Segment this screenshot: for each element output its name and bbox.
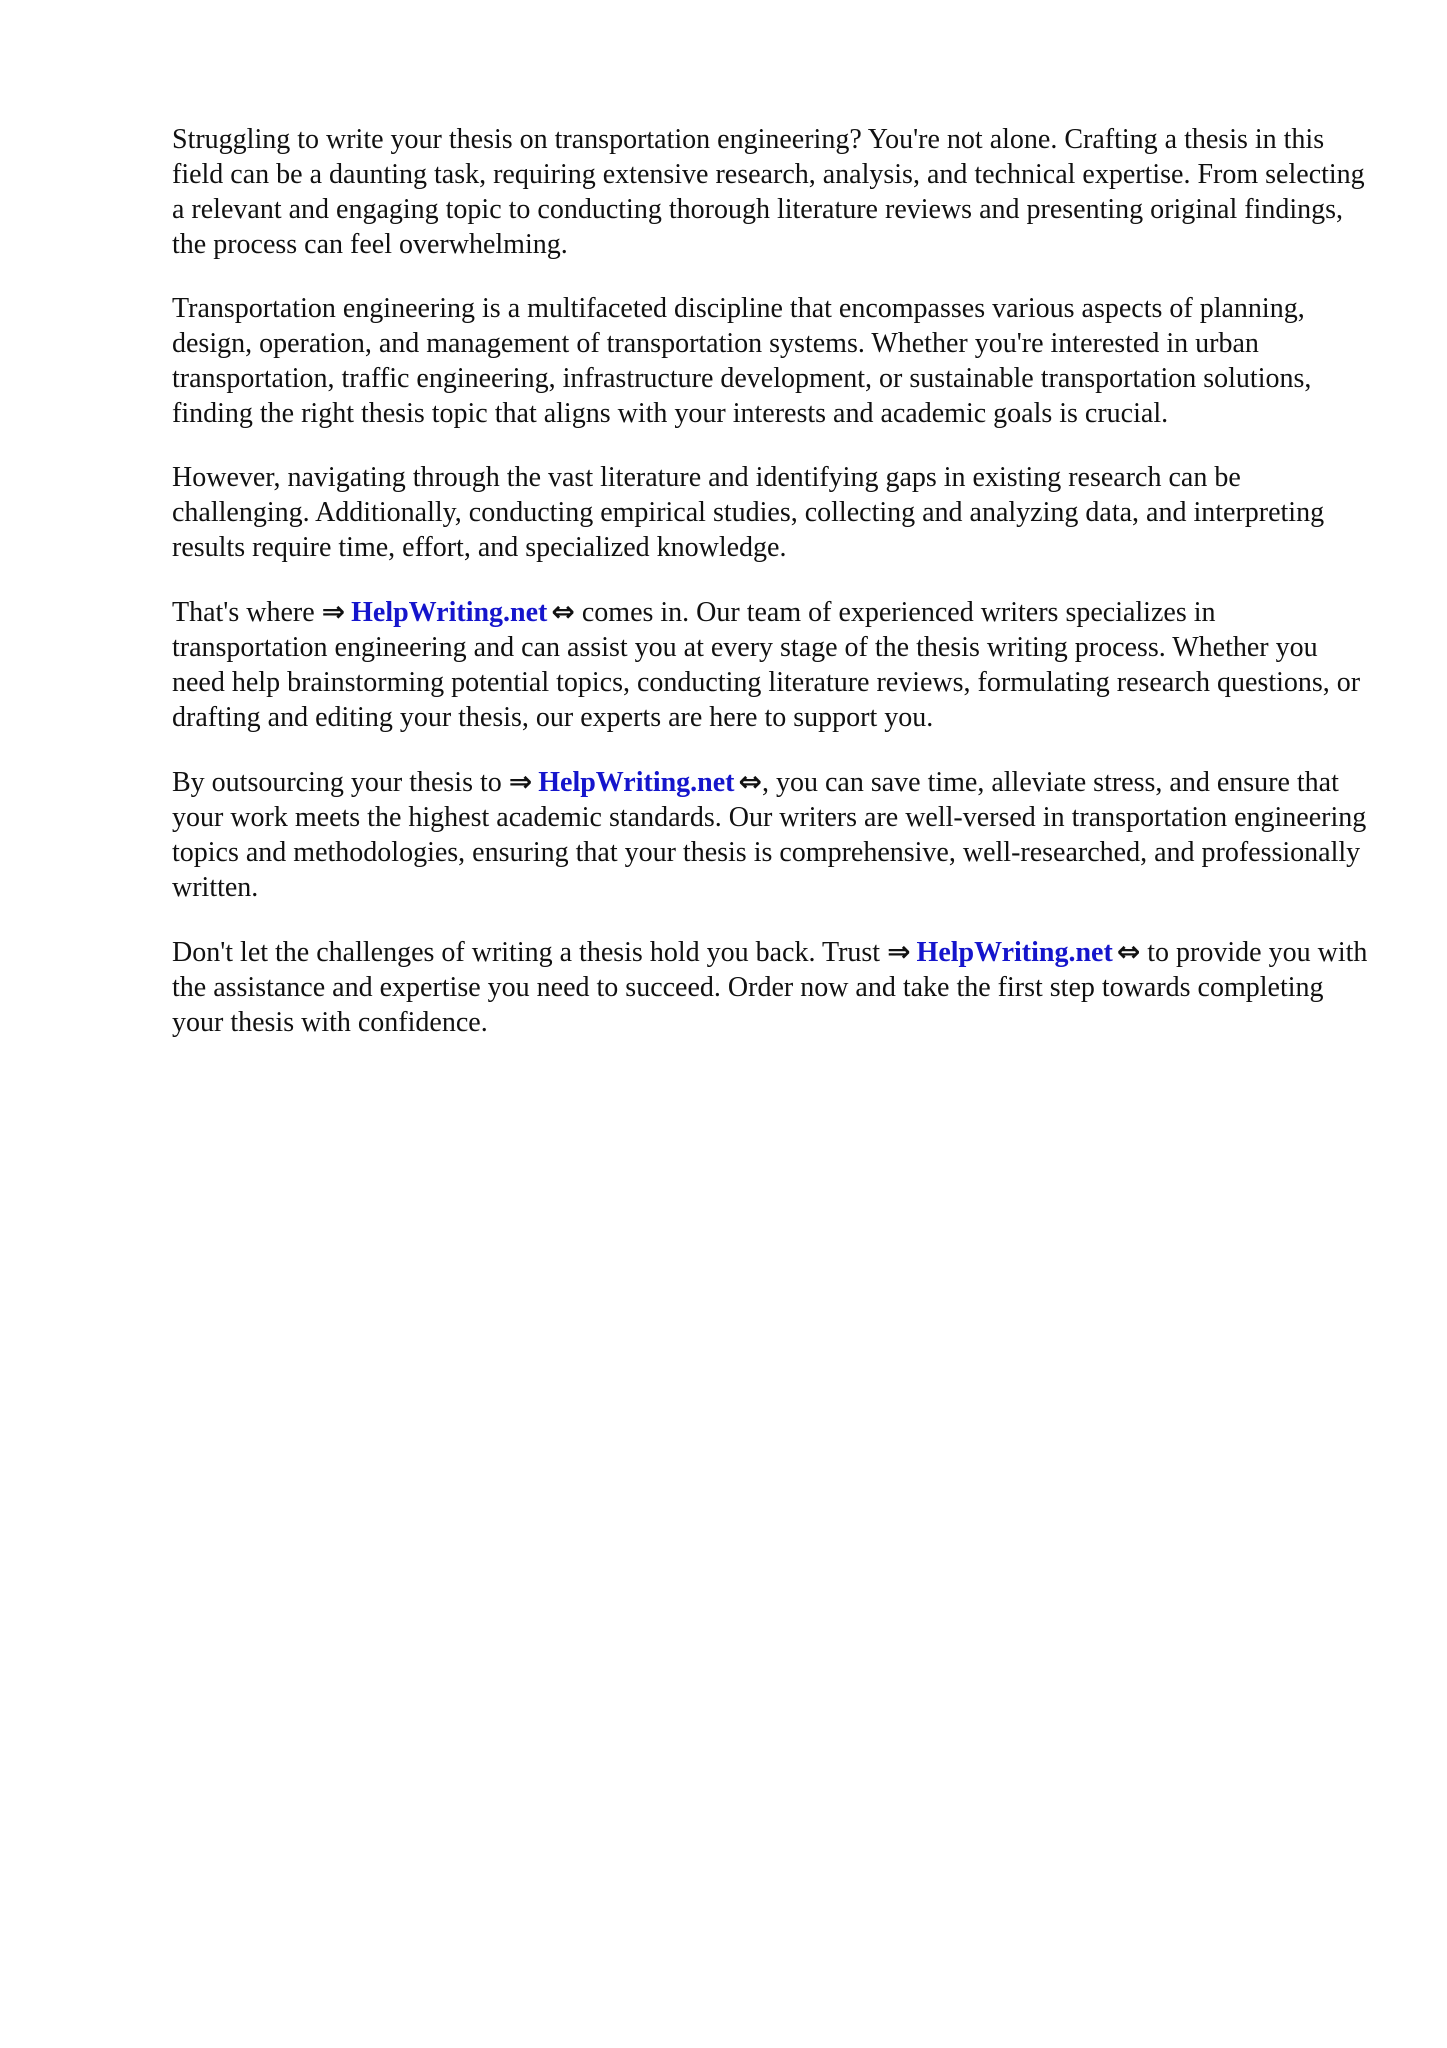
paragraph-discipline [172,291,1372,431]
paragraph-service-text-before: That's where [172,597,322,628]
paragraph-discipline-text: Transportation engineering is a multifaceted discipline that encompasses various aspects of planning, design, operation, and management of transportation systems. Whether you're interested in urban transportation, traffic engineering, infrastructure development, or sustainable transportation solutions, finding the right thesis topic that aligns with your interests and academic goals is crucial. [172,293,1312,429]
paragraph-challenges-text: However, navigating through the vast literature and identifying gaps in existing research can be challenging. Additionally, conducting empirical studies, collecting and analyzing data, and interpreting results require time, effort, and specialized knowledge. [172,462,1325,563]
paragraph-challenges [172,460,1372,565]
paragraph-call-to-action [172,934,1372,1040]
arrow-both-icon: ⇔ [1116,935,1141,968]
paragraph-service-text-after: comes in. Our team of experienced writers specializes in transportation engineering and can assist you at every stage of the thesis writing process. Whether you need help brainstorming potential topics, conducting literature reviews, formulating research questions, or drafting and editing your thesis, our experts are here to support you. [172,597,1361,733]
paragraph-service [172,594,1372,735]
arrow-right-icon: ⇒ [508,765,533,798]
paragraph-intro-text: Struggling to write your thesis on transportation engineering? You're not alone. Crafting a thesis in this field can be a daunting task, requiring extensive research, analysis, and technical expertise. From selecting a relevant and engaging topic to conducting thorough literature reviews and presenting original findings, the process can feel overwhelming. [172,124,1365,260]
paragraph-outsourcing-text-after: , you can save time, alleviate stress, and ensure that your work meets the highest academic standards. Our writers are well-versed in transportation engineering topics and methodologies, ensuring that your thesis is comprehensive, well-researched, and professionally written. [172,767,1367,903]
paragraph-call-to-action-text-after: to provide you with the assistance and expertise you need to succeed. Order now and take the first step towards completing your thesis with confidence. [172,937,1368,1038]
arrow-both-icon: ⇔ [738,765,762,798]
paragraph-outsourcing-text-before: By outsourcing your thesis to [172,767,509,798]
arrow-both-icon: ⇔ [551,595,575,628]
paragraph-intro [172,122,1372,262]
brand-link[interactable]: HelpWriting.net [916,937,1113,968]
arrow-right-icon: ⇒ [321,595,346,628]
arrow-right-icon: ⇒ [887,935,911,968]
brand-link[interactable]: HelpWriting.net [351,597,548,628]
paragraph-outsourcing [172,764,1372,905]
paragraph-call-to-action-text-before: Don't let the challenges of writing a thesis hold you back. Trust [172,937,888,968]
brand-link[interactable]: HelpWriting.net [538,767,735,798]
document-body [172,122,1372,1069]
